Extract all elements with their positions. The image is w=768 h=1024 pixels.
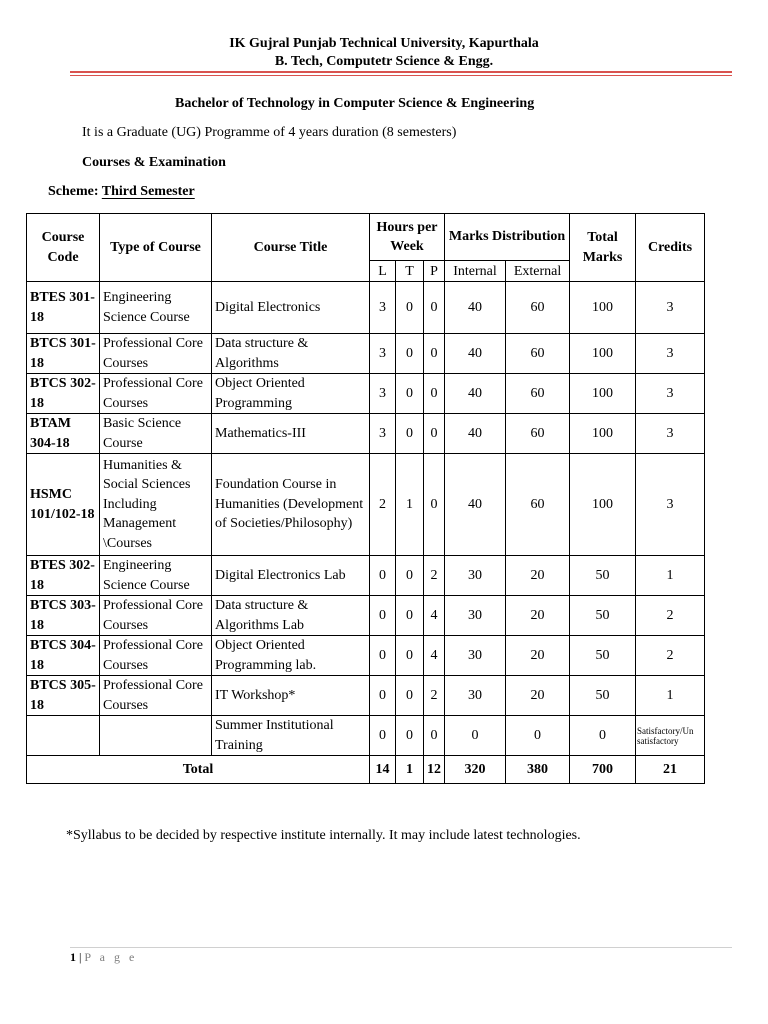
table-row xyxy=(27,596,705,636)
course-title: Mathematics-III xyxy=(212,414,370,454)
document-title: Bachelor of Technology in Computer Science & Engineering xyxy=(175,96,535,111)
header-rule-top xyxy=(70,71,732,73)
table-row xyxy=(27,676,705,716)
credits: 3 xyxy=(636,414,705,454)
credits: Satisfactory/Un satisfactory xyxy=(636,716,705,756)
syllabus-note: *Syllabus to be decided by respective institute internally. It may include latest technologies. xyxy=(66,828,581,843)
total-marks: 100 xyxy=(570,454,636,556)
hours-t: 0 xyxy=(396,676,424,716)
course-code: BTES 301-18 xyxy=(27,282,100,334)
hours-t: 1 xyxy=(396,454,424,556)
header-internal: Internal xyxy=(445,261,506,282)
credits: 3 xyxy=(636,282,705,334)
hours-p: 0 xyxy=(424,454,445,556)
hours-l: 3 xyxy=(370,414,396,454)
header-type-of-course: Type of Course xyxy=(100,214,212,282)
marks-external: 60 xyxy=(506,282,570,334)
header-p: P xyxy=(424,261,445,282)
course-title: Data structure & Algorithms Lab xyxy=(212,596,370,636)
course-type: Professional Core Courses xyxy=(100,596,212,636)
course-type: Engineering Science Course xyxy=(100,556,212,596)
marks-internal: 30 xyxy=(445,676,506,716)
marks-internal: 40 xyxy=(445,374,506,414)
table-row xyxy=(27,282,705,334)
course-title: Data structure & Algorithms xyxy=(212,334,370,374)
course-code: BTAM 304-18 xyxy=(27,414,100,454)
hours-l: 3 xyxy=(370,334,396,374)
course-title: Object Oriented Programming lab. xyxy=(212,636,370,676)
hours-p: 0 xyxy=(424,334,445,374)
scheme-line xyxy=(48,184,195,200)
total-marks: 50 xyxy=(570,556,636,596)
course-code xyxy=(27,716,100,756)
hours-p: 0 xyxy=(424,414,445,454)
hours-t: 0 xyxy=(396,716,424,756)
table-row xyxy=(27,414,705,454)
table-row xyxy=(27,716,705,756)
hours-l: 0 xyxy=(370,596,396,636)
total-row xyxy=(27,756,705,784)
hours-t: 0 xyxy=(396,596,424,636)
hours-p: 2 xyxy=(424,676,445,716)
marks-external: 20 xyxy=(506,676,570,716)
table-row xyxy=(27,454,705,556)
hours-t: 0 xyxy=(396,334,424,374)
course-title: Foundation Course in Humanities (Development of Societies/Philosophy) xyxy=(212,454,370,556)
course-type: Professional Core Courses xyxy=(100,676,212,716)
header-l: L xyxy=(370,261,396,282)
header-course-code: Course Code xyxy=(27,214,100,282)
header-external: External xyxy=(506,261,570,282)
hours-t: 0 xyxy=(396,374,424,414)
course-scheme-table xyxy=(26,213,705,784)
course-type: Humanities & Social Sciences Including Management \Courses xyxy=(100,454,212,556)
hours-l: 3 xyxy=(370,282,396,334)
marks-external: 20 xyxy=(506,596,570,636)
course-title: Digital Electronics Lab xyxy=(212,556,370,596)
course-title: IT Workshop* xyxy=(212,676,370,716)
total-hours-t: 1 xyxy=(396,756,424,784)
marks-external: 60 xyxy=(506,374,570,414)
total-marks-sum: 700 xyxy=(570,756,636,784)
course-code: BTCS 303-18 xyxy=(27,596,100,636)
credits: 2 xyxy=(636,596,705,636)
marks-external: 20 xyxy=(506,556,570,596)
marks-external: 20 xyxy=(506,636,570,676)
course-code: BTES 302-18 xyxy=(27,556,100,596)
hours-l: 0 xyxy=(370,556,396,596)
marks-internal: 40 xyxy=(445,454,506,556)
hours-t: 0 xyxy=(396,636,424,676)
total-marks: 50 xyxy=(570,596,636,636)
course-code: BTCS 305-18 xyxy=(27,676,100,716)
hours-t: 0 xyxy=(396,556,424,596)
course-type xyxy=(100,716,212,756)
course-type: Professional Core Courses xyxy=(100,374,212,414)
course-title: Object Oriented Programming xyxy=(212,374,370,414)
credits: 3 xyxy=(636,374,705,414)
marks-internal: 30 xyxy=(445,636,506,676)
total-marks: 50 xyxy=(570,636,636,676)
marks-internal: 40 xyxy=(445,414,506,454)
total-marks: 100 xyxy=(570,334,636,374)
hours-l: 2 xyxy=(370,454,396,556)
table-row xyxy=(27,334,705,374)
program-name: B. Tech, Computetr Science & Engg. xyxy=(274,54,494,69)
hours-p: 0 xyxy=(424,716,445,756)
page-label: P a g e xyxy=(84,950,138,964)
marks-internal: 30 xyxy=(445,556,506,596)
section-heading: Courses & Examination xyxy=(82,155,226,170)
total-internal: 320 xyxy=(445,756,506,784)
marks-external: 60 xyxy=(506,454,570,556)
course-title: Summer Institutional Training xyxy=(212,716,370,756)
page-footer xyxy=(70,950,137,965)
header-course-title: Course Title xyxy=(212,214,370,282)
hours-l: 0 xyxy=(370,676,396,716)
total-hours-l: 14 xyxy=(370,756,396,784)
course-code: BTCS 301-18 xyxy=(27,334,100,374)
total-marks: 50 xyxy=(570,676,636,716)
footer-separator: | xyxy=(79,950,82,964)
page-number: 1 xyxy=(70,950,76,964)
header-credits: Credits xyxy=(636,214,705,282)
marks-external: 60 xyxy=(506,334,570,374)
total-hours-p: 12 xyxy=(424,756,445,784)
header-marks-distribution: Marks Distribution xyxy=(445,214,570,261)
hours-p: 2 xyxy=(424,556,445,596)
marks-internal: 0 xyxy=(445,716,506,756)
hours-p: 4 xyxy=(424,596,445,636)
hours-l: 3 xyxy=(370,374,396,414)
course-type: Engineering Science Course xyxy=(100,282,212,334)
credits: 1 xyxy=(636,556,705,596)
table-row xyxy=(27,374,705,414)
scheme-value: Third Semester xyxy=(101,184,195,199)
course-type: Professional Core Courses xyxy=(100,636,212,676)
credits: 3 xyxy=(636,454,705,556)
total-external: 380 xyxy=(506,756,570,784)
table-row xyxy=(27,636,705,676)
course-type: Basic Science Course xyxy=(100,414,212,454)
course-title: Digital Electronics xyxy=(212,282,370,334)
course-type: Professional Core Courses xyxy=(100,334,212,374)
footer-rule xyxy=(70,947,732,948)
course-code: BTCS 304-18 xyxy=(27,636,100,676)
header-rule-bottom xyxy=(70,75,732,76)
marks-internal: 40 xyxy=(445,334,506,374)
marks-internal: 40 xyxy=(445,282,506,334)
course-code: HSMC 101/102-18 xyxy=(27,454,100,556)
hours-p: 0 xyxy=(424,282,445,334)
marks-external: 60 xyxy=(506,414,570,454)
header-total-marks: Total Marks xyxy=(570,214,636,282)
total-marks: 100 xyxy=(570,374,636,414)
hours-p: 4 xyxy=(424,636,445,676)
total-marks: 100 xyxy=(570,414,636,454)
credits: 1 xyxy=(636,676,705,716)
marks-internal: 30 xyxy=(445,596,506,636)
total-label: Total xyxy=(27,756,370,784)
total-marks: 0 xyxy=(570,716,636,756)
hours-l: 0 xyxy=(370,716,396,756)
hours-t: 0 xyxy=(396,282,424,334)
programme-description: It is a Graduate (UG) Programme of 4 years duration (8 semesters) xyxy=(82,125,457,140)
university-name: IK Gujral Punjab Technical University, Kapurthala xyxy=(229,36,539,51)
total-credits: 21 xyxy=(636,756,705,784)
credits: 3 xyxy=(636,334,705,374)
course-code: BTCS 302-18 xyxy=(27,374,100,414)
hours-p: 0 xyxy=(424,374,445,414)
credits: 2 xyxy=(636,636,705,676)
marks-external: 0 xyxy=(506,716,570,756)
total-marks: 100 xyxy=(570,282,636,334)
hours-l: 0 xyxy=(370,636,396,676)
header-t: T xyxy=(396,261,424,282)
hours-t: 0 xyxy=(396,414,424,454)
table-row xyxy=(27,556,705,596)
scheme-label: Scheme: xyxy=(48,184,99,199)
header-hours-per-week: Hours per Week xyxy=(370,214,445,261)
